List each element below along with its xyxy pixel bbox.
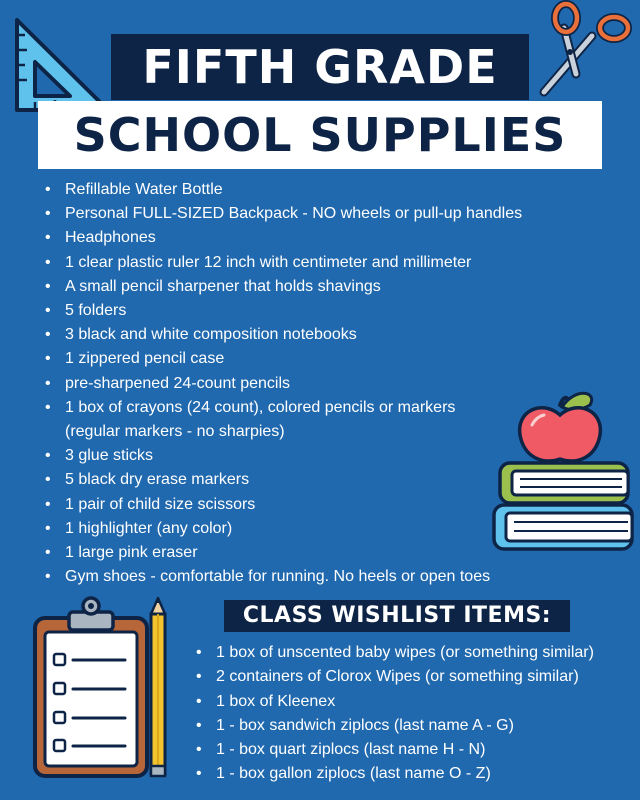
- list-item: • 5 black dry erase markers: [45, 468, 522, 492]
- list-item: • 1 pair of child size scissors: [45, 493, 522, 517]
- list-item: • 1 box of unscented baby wipes (or something similar): [196, 641, 594, 665]
- list-item: • Refillable Water Bottle: [45, 178, 522, 202]
- clipboard-icon: [25, 590, 175, 790]
- pencil-icon: [151, 598, 165, 776]
- list-item: • 1 - box quart ziplocs (last name H - N): [196, 738, 594, 762]
- bullet-icon: •: [45, 181, 51, 198]
- list-item-continuation: (regular markers - no sharpies): [65, 423, 285, 441]
- list-item: • 1 large pink eraser: [45, 541, 522, 565]
- supply-list: [45, 178, 522, 589]
- wishlist: [196, 641, 594, 787]
- bullet-icon: •: [196, 716, 202, 734]
- bullet-icon: •: [45, 205, 51, 223]
- bullet-icon: •: [45, 302, 51, 320]
- list-item: • 1 - box gallon ziplocs (last name O - Z): [196, 762, 594, 786]
- bullet-icon: •: [45, 568, 51, 586]
- list-item: • 3 glue sticks: [45, 444, 522, 468]
- bullet-icon: •: [45, 519, 51, 537]
- bullet-icon: •: [45, 398, 51, 416]
- bullet-icon: •: [45, 277, 51, 295]
- list-item: • Headphones: [45, 226, 522, 250]
- bullet-icon: •: [45, 350, 51, 368]
- bullet-icon: •: [45, 495, 51, 513]
- list-item: • 1 box of Kleenex: [196, 690, 594, 714]
- list-item: • 1 - box sandwich ziplocs (last name A - G): [196, 714, 594, 738]
- bullet-icon: •: [45, 326, 51, 344]
- list-item: • 3 black and white composition notebooks: [45, 323, 522, 347]
- list-item: • Gym shoes - comfortable for running. No heels or open toes: [45, 565, 522, 589]
- list-item: • pre-sharpened 24-count pencils: [45, 372, 522, 396]
- page-title-line-1: FIFTH GRADE: [111, 34, 529, 100]
- bullet-icon: •: [45, 447, 51, 465]
- apple-on-books-icon: [490, 385, 640, 560]
- list-item: • Personal FULL-SIZED Backpack - NO wheels or pull-up handles: [45, 202, 522, 226]
- list-item: • 1 clear plastic ruler 12 inch with centimeter and millimeter: [45, 251, 522, 275]
- bullet-icon: •: [45, 544, 51, 562]
- wishlist-title: CLASS WISHLIST ITEMS:: [224, 600, 570, 632]
- list-item: • 1 box of crayons (24 count), colored pencils or markers: [45, 396, 522, 420]
- list-item: • 1 zippered pencil case: [45, 347, 522, 371]
- list-item: • 1 highlighter (any color): [45, 517, 522, 541]
- bullet-icon: •: [196, 692, 202, 710]
- bullet-icon: •: [196, 765, 202, 783]
- bullet-icon: •: [196, 668, 202, 686]
- scissors-icon: [530, 0, 640, 100]
- bullet-icon: •: [45, 374, 51, 392]
- list-item: • 5 folders: [45, 299, 522, 323]
- bullet-icon: •: [196, 644, 202, 661]
- bullet-icon: •: [196, 741, 202, 759]
- list-item: • 2 containers of Clorox Wipes (or something similar): [196, 665, 594, 689]
- bullet-icon: •: [45, 229, 51, 247]
- bullet-icon: •: [45, 471, 51, 489]
- list-item: • A small pencil sharpener that holds shavings: [45, 275, 522, 299]
- bullet-icon: •: [45, 253, 51, 271]
- page-title-line-2: SCHOOL SUPPLIES: [38, 101, 602, 169]
